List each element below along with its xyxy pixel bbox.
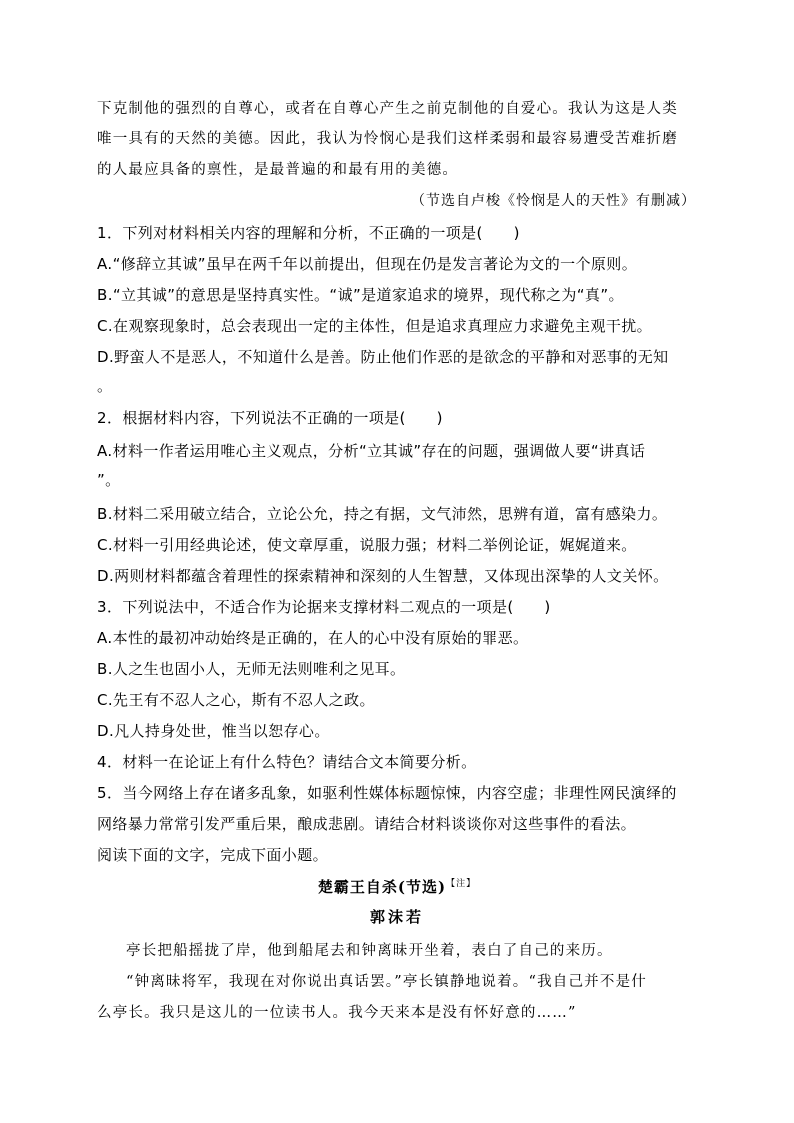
question-1-option-b: B.“立其诚”的意思是坚持真实性。“诚”是道家追求的境界，现代称之为“真”。 bbox=[97, 286, 624, 304]
story-paragraph-continued: 么亭长。我只是这儿的一位读书人。我今天来本是没有怀好意的……” bbox=[97, 1005, 577, 1021]
question-1-option-c: C.在观察现象时，总会表现出一定的主体性，但是追求真理应力求避免主观干扰。 bbox=[97, 317, 653, 335]
question-3-option-a: A.本性的最初冲动始终是正确的，在人的心中没有原始的罪恶。 bbox=[97, 629, 529, 647]
footnote-marker: 【注】 bbox=[446, 879, 477, 889]
story-title-text: 楚霸王自杀(节选) bbox=[317, 878, 447, 896]
question-5-stem-continued: 网络暴力常常引发严重后果，酿成悲剧。请结合材料谈谈你对这些事件的看法。 bbox=[97, 815, 637, 833]
question-2-option-d: D.两则材料都蕴含着理性的探索精神和深刻的人生智慧，又体现出深挚的人文关怀。 bbox=[97, 567, 669, 585]
story-title bbox=[0, 876, 794, 897]
question-4-stem: 4．材料一在论证上有什么特色？请结合文本简要分析。 bbox=[97, 753, 477, 771]
story-author: 郭沫若 bbox=[369, 908, 424, 926]
question-2-option-a: A.材料一作者运用唯心主义观点，分析“立其诚”存在的问题，强调做人要“讲真话 bbox=[97, 442, 646, 460]
question-5-stem: 5．当今网络上存在诸多乱象，如驱利性媒体标题惊悚，内容空虚；非理性网民演绎的 bbox=[97, 784, 677, 802]
passage-line: 唯一具有的天然的美德。因此，我认为怜悯心是我们这样柔弱和最容易遭受苦难折磨 bbox=[97, 131, 678, 147]
question-1-option-d-continued: 。 bbox=[97, 377, 113, 395]
question-1-option-d: D.野蛮人不是恶人，不知道什么是善。防止他们作恶的是欲念的平静和对恶事的无知 bbox=[97, 348, 669, 366]
question-3-option-c: C.先王有不忍人之心，斯有不忍人之政。 bbox=[97, 691, 375, 709]
question-3-option-d: D.凡人持身处世，惟当以恕存心。 bbox=[97, 722, 330, 740]
passage-source: （节选自卢梭《怜悯是人的天性》有删减） bbox=[411, 193, 696, 209]
question-2-stem: 2．根据材料内容，下列说法不正确的一项是( ) bbox=[97, 409, 443, 427]
question-1-option-a: A.“修辞立其诚”虽早在两千年以前提出，但现在仍是发言著论为文的一个原则。 bbox=[97, 255, 638, 273]
question-3-stem: 3．下列说法中，不适合作为论据来支撑材料二观点的一项是( ) bbox=[97, 598, 551, 616]
question-2-option-b: B.材料二采用破立结合，立论公允，持之有据，文气沛然，思辨有道，富有感染力。 bbox=[97, 505, 668, 523]
question-2-option-a-continued: ”。 bbox=[97, 471, 121, 489]
reading-instruction: 阅读下面的文字，完成下面小题。 bbox=[97, 846, 329, 864]
passage-line: 的人最应具备的禀性，是最普遍的和最有用的美德。 bbox=[97, 162, 459, 178]
question-3-option-b: B.人之生也固小人，无师无法则唯利之见耳。 bbox=[97, 660, 406, 678]
story-paragraph: “钟离昧将军，我现在对你说出真话罢。”亭长镇静地说着。“我自己并不是什 bbox=[126, 974, 647, 990]
story-paragraph: 亭长把船摇拢了岸，他到船尾去和钟离昧开坐着，表白了自己的来历。 bbox=[126, 943, 613, 959]
question-2-option-c: C.材料一引用经典论述，使文章厚重，说服力强；材料二举例论证，娓娓道来。 bbox=[97, 536, 637, 554]
question-1-stem: 1．下列对材料相关内容的理解和分析，不正确的一项是( ) bbox=[97, 224, 520, 242]
passage-line: 下克制他的强烈的自尊心，或者在自尊心产生之前克制他的自爱心。我认为这是人类 bbox=[97, 101, 678, 117]
